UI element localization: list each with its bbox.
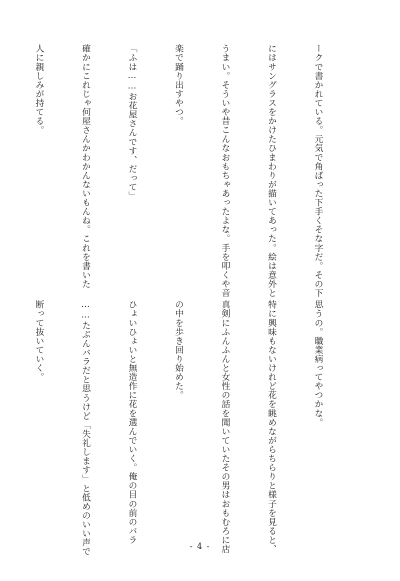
text-line: うまい。そういや昔こんなおもちゃあったよな。手を叩くや音 xyxy=(220,44,230,298)
text-line: ひょいひょいと無造作に花を選んでいく。俺の目の前のバラ xyxy=(127,300,137,545)
text-line: 断って抜いていく。 xyxy=(34,300,44,382)
text-line: にはサングラスをかけたひまわりが描いてあった。絵は意外と xyxy=(266,44,277,298)
text-line: 特に興味もないけれど花を眺めながらちらりと様子を見ると、 xyxy=(266,300,277,554)
upper-text-block xyxy=(34,44,356,298)
text-line: ークで書かれている。元気で角ばった下手くそな字だ。その下 xyxy=(313,44,323,298)
text-line: 思うの。職業病ってやつかな。 xyxy=(313,300,323,427)
lower-text-block xyxy=(34,300,356,556)
text-line: 楽で踊り出すやつ。 xyxy=(173,44,184,126)
text-line: 確かにこれじゃ何屋さんかわかんないもんね。これを書いた xyxy=(80,44,91,289)
text-line: の中を歩き回り始めた。 xyxy=(173,300,184,400)
page-number: - 4 - xyxy=(189,542,211,551)
text-line: 真剣にふんふんと女性の話を聞いていたその男はおもむろに店 xyxy=(220,300,230,554)
text-line: 人に親しみが持てる。 xyxy=(34,44,44,135)
text-line: 「ふは……お花屋さんです、だって」 xyxy=(127,44,137,201)
text-line: ……たぶんバラだと思うけど「失礼します」と低めのいい声で xyxy=(80,300,91,556)
